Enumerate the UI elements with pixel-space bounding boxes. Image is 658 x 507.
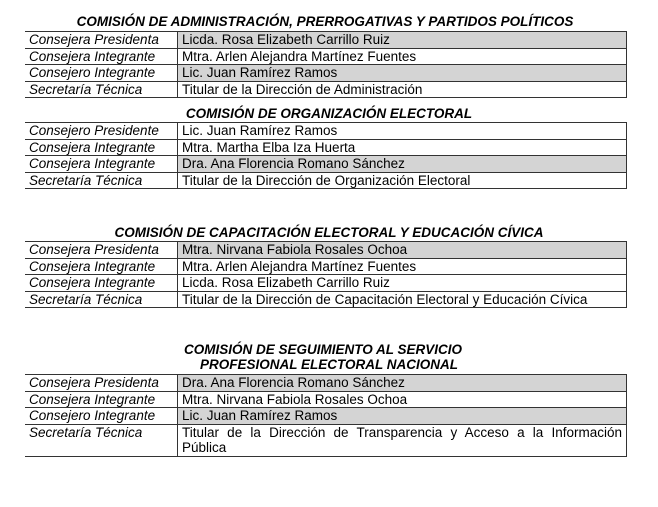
member-cell: Mtra. Nirvana Fabiola Rosales Ochoa xyxy=(178,391,627,408)
table-row xyxy=(25,242,627,259)
table-row xyxy=(25,65,627,82)
commission-title-line1: COMISIÓN DE SEGUIMIENTO AL SERVICIO xyxy=(183,342,463,357)
role-cell: Consejera Integrante xyxy=(25,391,178,408)
table-row xyxy=(25,139,627,156)
table-row xyxy=(25,391,627,408)
table-row xyxy=(25,172,627,189)
role-cell: Consejera Presidenta xyxy=(25,32,178,49)
commission-title: COMISIÓN DE ADMINISTRACIÓN, PRERROGATIVAS Y PARTIDOS POLÍTICOS xyxy=(76,14,574,29)
role-cell: Secretaría Técnica xyxy=(25,291,178,308)
member-cell: Mtra. Arlen Alejandra Martínez Fuentes xyxy=(178,48,627,65)
table-row xyxy=(25,375,627,392)
commission-table xyxy=(25,31,627,98)
member-cell: Mtra. Martha Elba Iza Huerta xyxy=(178,139,627,156)
table-row xyxy=(25,81,627,98)
member-cell: Titular de la Dirección de Administración xyxy=(178,81,627,98)
role-cell: Consejera Integrante xyxy=(25,139,178,156)
member-cell: Mtra. Nirvana Fabiola Rosales Ochoa xyxy=(178,242,627,259)
member-cell: Dra. Ana Florencia Romano Sánchez xyxy=(178,156,627,173)
commission-table xyxy=(25,241,627,308)
member-cell: Licda. Rosa Elizabeth Carrillo Ruiz xyxy=(178,275,627,292)
member-cell: Mtra. Arlen Alejandra Martínez Fuentes xyxy=(178,258,627,275)
member-cell: Titular de la Dirección de Capacitación Electoral y Educación Cívica xyxy=(178,291,627,308)
member-cell: Lic. Juan Ramírez Ramos xyxy=(178,65,627,82)
role-cell: Consejero Presidente xyxy=(25,123,178,140)
role-cell: Secretaría Técnica xyxy=(25,81,178,98)
table-row xyxy=(25,424,627,456)
member-cell: Titular de la Dirección de Transparencia y Acceso a la Información Pública xyxy=(178,424,627,456)
role-cell: Consejera Integrante xyxy=(25,48,178,65)
table-row xyxy=(25,408,627,425)
commission-title-line2: PROFESIONAL ELECTORAL NACIONAL xyxy=(199,357,459,372)
commission-table xyxy=(25,122,627,189)
table-row xyxy=(25,123,627,140)
commission-title: COMISIÓN DE ORGANIZACIÓN ELECTORAL xyxy=(185,106,473,121)
member-cell: Licda. Rosa Elizabeth Carrillo Ruiz xyxy=(178,32,627,49)
role-cell: Secretaría Técnica xyxy=(25,172,178,189)
role-cell: Consejera Integrante xyxy=(25,156,178,173)
member-cell: Titular de la Dirección de Organización Electoral xyxy=(178,172,627,189)
commission-table xyxy=(25,374,627,457)
table-row xyxy=(25,275,627,292)
role-cell: Consejera Presidenta xyxy=(25,242,178,259)
role-cell: Consejero Integrante xyxy=(25,408,178,425)
role-cell: Consejera Presidenta xyxy=(25,375,178,392)
member-cell: Lic. Juan Ramírez Ramos xyxy=(178,408,627,425)
table-row xyxy=(25,258,627,275)
table-row xyxy=(25,156,627,173)
role-cell: Consejera Integrante xyxy=(25,275,178,292)
commission-title: COMISIÓN DE CAPACITACIÓN ELECTORAL Y EDUCACIÓN CÍVICA xyxy=(114,225,544,240)
role-cell: Secretaría Técnica xyxy=(25,424,178,456)
member-cell: Dra. Ana Florencia Romano Sánchez xyxy=(178,375,627,392)
table-row xyxy=(25,32,627,49)
role-cell: Consejero Integrante xyxy=(25,65,178,82)
member-cell: Lic. Juan Ramírez Ramos xyxy=(178,123,627,140)
table-row xyxy=(25,291,627,308)
role-cell: Consejera Integrante xyxy=(25,258,178,275)
table-row xyxy=(25,48,627,65)
